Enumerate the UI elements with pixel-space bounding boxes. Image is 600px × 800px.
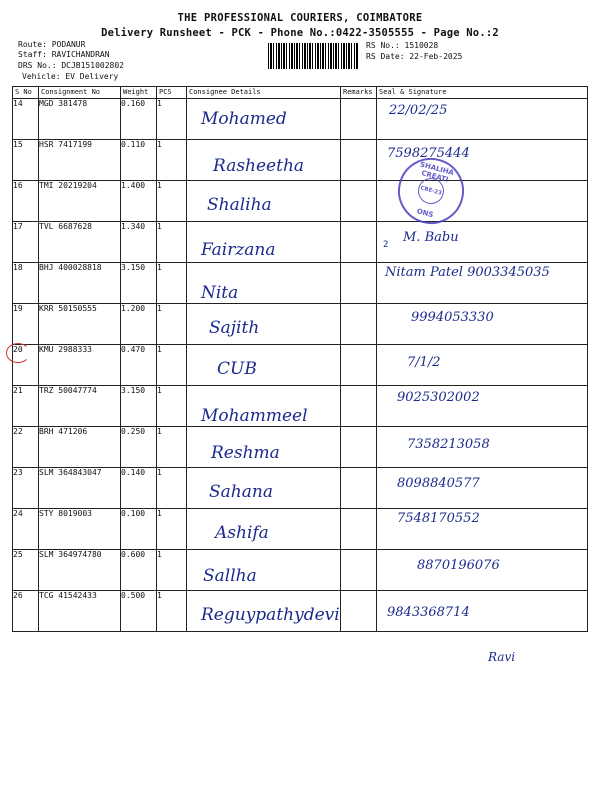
col-header-weight: Weight: [121, 87, 157, 99]
row-consignee-name: Fairzana: [201, 240, 276, 260]
row-remarks-cell: [341, 345, 377, 386]
row-signature-cell: [377, 386, 588, 427]
col-header-consignee: Consignee Details: [187, 87, 341, 99]
row-consignee-name: Rasheetha: [213, 156, 305, 176]
stamp-text-bottom: ONS: [415, 207, 435, 220]
row-signature: 8098840577: [397, 476, 480, 491]
table-row: [13, 181, 588, 222]
row-remarks-cell: [341, 550, 377, 591]
row-pcs: 1: [157, 427, 187, 468]
row-weight: 0.250: [121, 427, 157, 468]
row-remarks-cell: [341, 140, 377, 181]
row-consignee-cell: [187, 591, 341, 632]
row-consignee-name: Sahana: [209, 482, 273, 502]
row-consignee-name: Shaliha: [207, 195, 272, 215]
row-consignee-name: Sajith: [209, 318, 260, 338]
row-signature: 7548170552: [397, 511, 480, 526]
row-consignee-cell: [187, 427, 341, 468]
row-consignment-no: MGD 381478: [39, 99, 121, 140]
row-pcs: 1: [157, 386, 187, 427]
row-consignee-cell: [187, 468, 341, 509]
table-row: [13, 304, 588, 345]
row-pcs: 1: [157, 591, 187, 632]
rs-number: RS No.: 1510028: [366, 41, 439, 50]
row-consignee-cell: [187, 263, 341, 304]
row-signature-cell: [377, 222, 588, 263]
row-sno: 16: [13, 181, 39, 222]
row-consignee-cell: [187, 140, 341, 181]
row-signature: 9025302002: [397, 390, 480, 405]
row-sno: 24: [13, 509, 39, 550]
drs-label: DRS No.: DCJB151002802: [18, 61, 124, 70]
row-signature-cell: [377, 468, 588, 509]
row-weight: 0.160: [121, 99, 157, 140]
row-consignment-no: SLM 364974780: [39, 550, 121, 591]
row-remarks-cell: [341, 304, 377, 345]
row-remarks-cell: [341, 263, 377, 304]
row-signature-cell: [377, 99, 588, 140]
row-pcs: 1: [157, 263, 187, 304]
staff-label: Staff: RAVICHANDRAN: [18, 50, 110, 59]
row-remarks-cell: [341, 427, 377, 468]
row-signature-cell: [377, 427, 588, 468]
col-header-signature: Seal & Signature: [377, 87, 588, 99]
row-consignment-no: TVL 6687628: [39, 222, 121, 263]
table-row: [13, 550, 588, 591]
row-signature-cell: [377, 509, 588, 550]
table-row: [13, 222, 588, 263]
row-pcs: 1: [157, 222, 187, 263]
row-consignment-no: BRH 471206: [39, 427, 121, 468]
row-signature: 7598275444: [387, 146, 470, 161]
row-pcs: 1: [157, 468, 187, 509]
rs-date: RS Date: 22-Feb-2025: [366, 52, 463, 61]
vehicle-label: Vehicle: EV Delivery: [22, 72, 119, 81]
col-header-remarks: Remarks: [341, 87, 377, 99]
row-signature: 7358213058: [407, 437, 490, 452]
table-row: [13, 263, 588, 304]
row-pcs: 1: [157, 181, 187, 222]
row-signature: 7/1/2: [407, 355, 441, 370]
row-weight: 0.500: [121, 591, 157, 632]
row-remarks-cell: [341, 386, 377, 427]
row-consignee-name: Nita: [201, 283, 239, 303]
row-signature-cell: [377, 591, 588, 632]
row-sno: 22: [13, 427, 39, 468]
row-consignee-cell: [187, 304, 341, 345]
table-row: [13, 386, 588, 427]
row-weight: 1.200: [121, 304, 157, 345]
runsheet-table: [12, 86, 588, 632]
row-signature: 9994053330: [411, 310, 494, 325]
row-consignee-cell: [187, 345, 341, 386]
row-consignment-no: KMU 2988333: [39, 345, 121, 386]
row-consignment-no: SLM 364843047: [39, 468, 121, 509]
table-row: [13, 140, 588, 181]
col-header-consignment: Consignment No: [39, 87, 121, 99]
table-row: [13, 427, 588, 468]
col-header-pcs: PCS: [157, 87, 187, 99]
row-consignee-cell: [187, 386, 341, 427]
row-consignee-name: Mohammeel: [201, 406, 308, 426]
row-consignee-name: Ashifa: [215, 523, 269, 543]
row-signature-cell: [377, 345, 588, 386]
row-weight: 0.110: [121, 140, 157, 181]
row-sno: 23: [13, 468, 39, 509]
row-weight: 1.340: [121, 222, 157, 263]
col-header-sno: S No: [13, 87, 39, 99]
row-remarks-cell: [341, 181, 377, 222]
row-signature: M. Babu: [403, 230, 459, 245]
row-consignee-cell: [187, 550, 341, 591]
row-consignee-cell: [187, 222, 341, 263]
table-row: [13, 345, 588, 386]
row-remarks-cell: [341, 468, 377, 509]
red-circle-mark: [6, 343, 30, 363]
row-consignment-no: STY 8019003: [39, 509, 121, 550]
row-remarks-cell: [341, 509, 377, 550]
row-sno: 17: [13, 222, 39, 263]
company-title: THE PROFESSIONAL COURIERS, COIMBATORE: [177, 12, 423, 24]
row-signature: 22/02/25: [389, 103, 448, 118]
table-header-row: [13, 87, 588, 99]
table-row: [13, 468, 588, 509]
table-row: [13, 509, 588, 550]
stamp-center: CBE-23: [415, 175, 447, 207]
row-consignee-name: Mohamed: [201, 109, 287, 129]
row-weight: 0.600: [121, 550, 157, 591]
row-pcs: 1: [157, 304, 187, 345]
row-consignee-cell: [187, 509, 341, 550]
row-consignment-no: BHJ 400028818: [39, 263, 121, 304]
row-consignment-no: TMI 20219204: [39, 181, 121, 222]
row-sno: 20: [13, 345, 39, 386]
row-weight: 3.150: [121, 263, 157, 304]
row-signature-cell: [377, 263, 588, 304]
row-consignee-name: Reshma: [211, 443, 280, 463]
row-sno: 26: [13, 591, 39, 632]
row-consignment-no: TCG 41542433: [39, 591, 121, 632]
row-sno: 19: [13, 304, 39, 345]
row-pcs: 1: [157, 345, 187, 386]
row-consignment-no: KRR 50150555: [39, 304, 121, 345]
row-weight: 3.150: [121, 386, 157, 427]
row-sno: 15: [13, 140, 39, 181]
row-consignee-name: Reguypathydevi: [201, 605, 340, 625]
row-weight: 0.140: [121, 468, 157, 509]
table-row: [13, 99, 588, 140]
row-consignment-no: HSR 7417199: [39, 140, 121, 181]
row-weight: 0.470: [121, 345, 157, 386]
runsheet-title: Delivery Runsheet - PCK - Phone No.:0422-3505555 - Page No.:2: [101, 27, 499, 39]
row-sno: 21: [13, 386, 39, 427]
row-consignee-name: CUB: [217, 359, 257, 379]
row-signature: Nitam Patel 9003345035: [385, 265, 550, 280]
row-sno: 18: [13, 263, 39, 304]
row-pcs: 1: [157, 550, 187, 591]
row-signature-cell: [377, 304, 588, 345]
row-signature-cell: [377, 550, 588, 591]
row-remarks: 2: [383, 240, 389, 250]
row-remarks-cell: [341, 99, 377, 140]
row-sno: 14: [13, 99, 39, 140]
row-consignee-cell: [187, 99, 341, 140]
barcode: [268, 43, 358, 69]
row-consignment-no: TRZ 50047774: [39, 386, 121, 427]
row-sno: 25: [13, 550, 39, 591]
table-row: [13, 591, 588, 632]
row-signature: 8870196076: [417, 558, 500, 573]
row-pcs: 1: [157, 99, 187, 140]
stamp-text-top: SHALIHA CREATI: [419, 160, 455, 184]
footer-signature: Ravi: [488, 650, 516, 664]
row-consignee-cell: [187, 181, 341, 222]
row-remarks-cell: [341, 591, 377, 632]
route-label: Route: PODANUR: [18, 40, 86, 49]
row-pcs: 1: [157, 509, 187, 550]
row-signature: 9843368714: [387, 605, 470, 620]
row-weight: 1.400: [121, 181, 157, 222]
row-pcs: 1: [157, 140, 187, 181]
row-remarks-cell: [341, 222, 389, 263]
row-weight: 0.100: [121, 509, 157, 550]
row-consignee-name: Sallha: [203, 566, 257, 586]
